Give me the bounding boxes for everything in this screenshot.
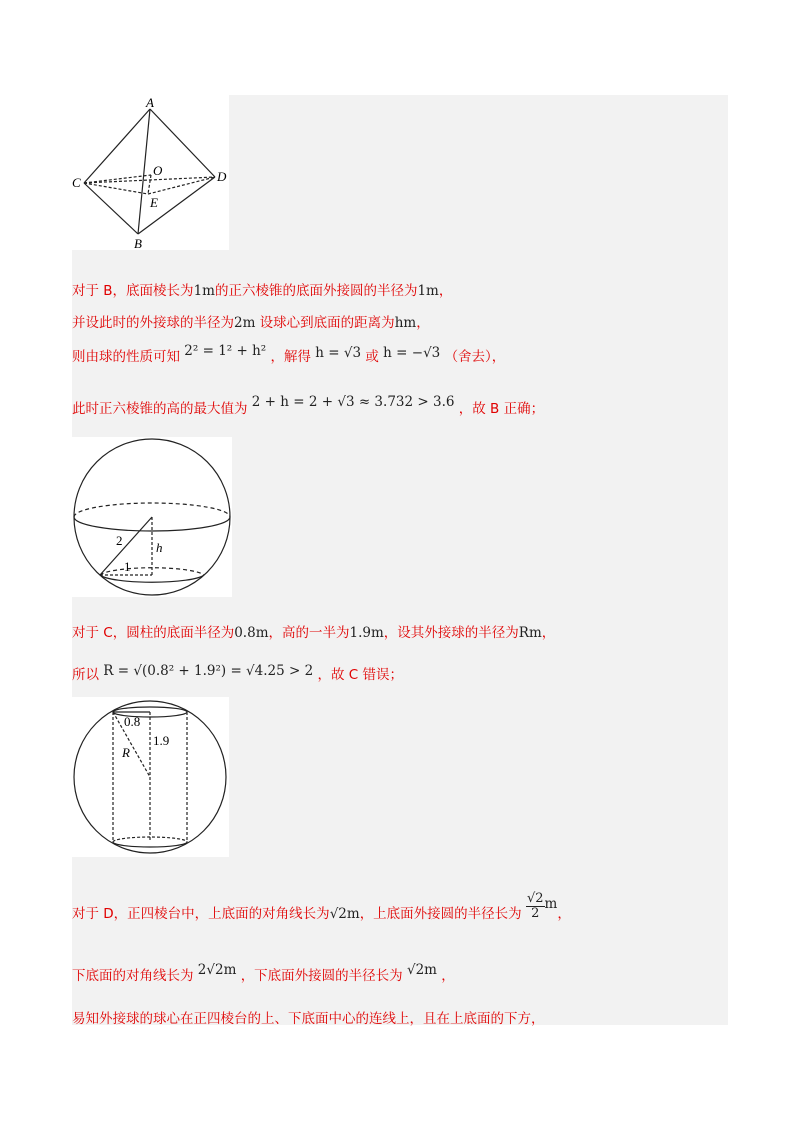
label-2: 2 xyxy=(116,533,123,548)
label-1.9: 1.9 xyxy=(153,733,170,748)
label-E: E xyxy=(150,195,158,210)
label-D: D xyxy=(217,169,227,184)
label-h: h xyxy=(156,540,163,555)
label-O: O xyxy=(153,163,163,178)
line-c2: 所以 R = √(0.8² + 1.9²) = √4.25 > 2 ，故 C 错误； xyxy=(72,663,403,683)
equation-max-height: 2 + h = 2 + √3 ≈ 3.732 > 3.6 xyxy=(251,394,455,410)
line-b3: 则由球的性质可知 2² = 1² + h² ，解得 h = √3 或 h = −√3 （舍去）， xyxy=(72,343,506,365)
line-d2: 下底面的对角线长为 2√2m ，下底面外接圆的半径长为 √2m ， xyxy=(72,962,455,984)
line-b4: 此时正六棱锥的高的最大值为 2 + h = 2 + √3 ≈ 3.732 > 3.6 ，故 B 正确； xyxy=(72,394,545,417)
sphere-cylinder-figure xyxy=(72,697,229,857)
label-R: R xyxy=(122,745,130,760)
line-b1: 对于 B，底面棱长为1m的正六棱锥的底面外接圆的半径为1m， xyxy=(72,283,453,299)
line-c1: 对于 C，圆柱的底面半径为0.8m，高的一半为1.9m，设其外接球的半径为Rm， xyxy=(72,625,556,641)
label-C: C xyxy=(72,175,81,190)
label-B: B xyxy=(134,236,142,250)
equation-sphere-property: 2² = 1² + h² xyxy=(184,343,267,359)
label-A: A xyxy=(146,95,154,110)
fraction-radius: $\frac{√2}{2}$ xyxy=(526,891,544,921)
line-b2: 并设此时的外接球的半径为2m 设球心到底面的距离为hm， xyxy=(72,315,430,331)
label-0.8: 0.8 xyxy=(124,714,141,729)
line-d1: 对于 D，正四棱台中，上底面的对角线长为√2m，上底面外接圆的半径长为 $\frac{√2}{2}$ m， xyxy=(72,891,571,923)
octahedron-figure xyxy=(72,95,229,250)
line-d3: 易知外接球的球心在正四棱台的上、下底面中心的连线上，且在上底面的下方， xyxy=(72,1011,545,1027)
sphere-cone-figure xyxy=(72,437,232,597)
equation-radius: R = √(0.8² + 1.9²) = √4.25 > 2 xyxy=(103,663,314,679)
label-1: 1 xyxy=(124,559,131,574)
